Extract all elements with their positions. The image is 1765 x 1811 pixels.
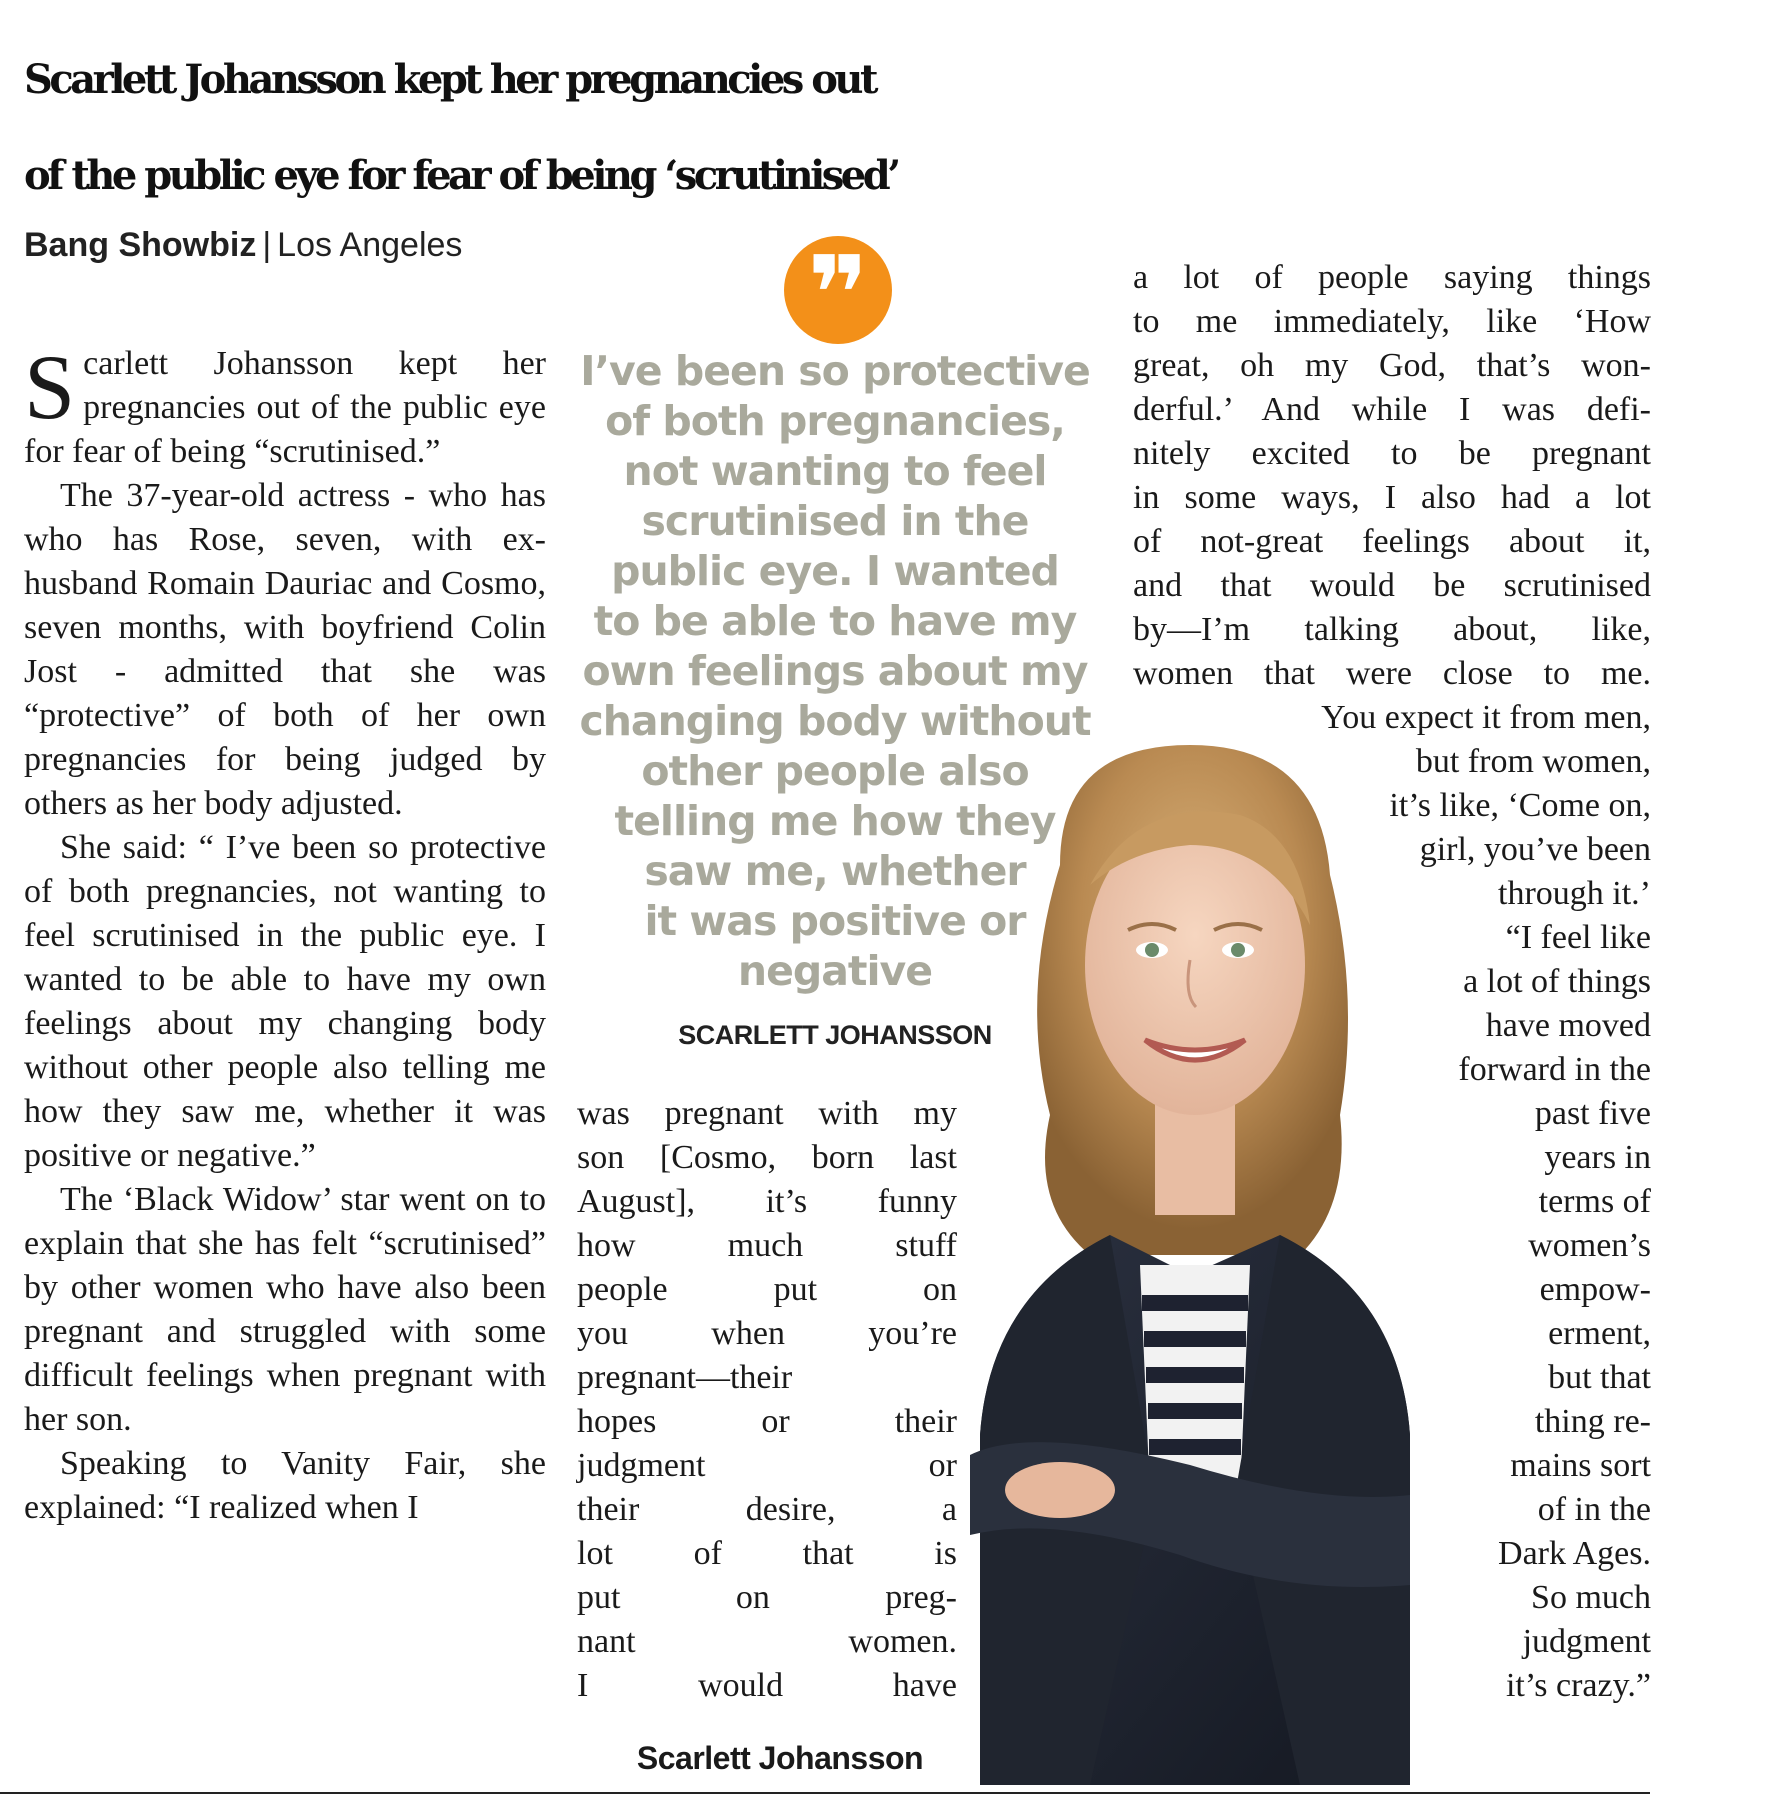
column-3-line: “I feel like (1505, 919, 1651, 956)
quote-glyph: ❞ (807, 233, 869, 355)
pull-quote-attribution: SCARLETT JOHANSSON (678, 1020, 992, 1050)
pull-quote-line: other people also (641, 747, 1029, 795)
column-2-line: their desire, a (577, 1491, 957, 1528)
byline-location: Los Angeles (277, 226, 463, 264)
column-3-line: have moved (1485, 1007, 1651, 1044)
pull-quote-line: scrutinised in the (641, 497, 1029, 545)
pull-quote-line: public eye. I wanted (611, 547, 1059, 595)
column-2-line: how much stuff (577, 1227, 957, 1264)
column-3-line: of in the (1537, 1491, 1651, 1528)
column-3-line: empow- (1539, 1271, 1651, 1308)
column-2-line: son [Cosmo, born last (577, 1139, 957, 1176)
bottom-rule (0, 1792, 1650, 1794)
column-3-line: great, oh my God, that’s won- (1133, 347, 1651, 384)
column-3-line: a lot of people saying things (1133, 259, 1651, 296)
paragraph-4: The ‘Black Widow’ star went on to explain that she has felt “scrutinised” by other women who have also been pregnant and struggled with some difficult feelings when pregnant with her son. (24, 1181, 546, 1438)
column-2-line: pregnant—their (577, 1359, 793, 1396)
pull-quote-line: I’ve been so protective (580, 347, 1090, 395)
column-3-line: in some ways, I also had a lot (1133, 479, 1651, 516)
pull-quote-line: changing body without (579, 697, 1091, 745)
headline-line-1: Scarlett Johansson kept her pregnancies out (24, 56, 875, 103)
column-2-line: lot of that is (577, 1535, 957, 1572)
column-2-line: nant women. (577, 1623, 957, 1660)
paragraph-1 (24, 336, 546, 474)
column-2-line: August], it’s funny (577, 1183, 957, 1220)
column-3-line: You expect it from men, (1321, 699, 1651, 736)
column-2-line: hopes or their (577, 1403, 957, 1440)
pull-quote-line: telling me how they (614, 797, 1056, 845)
paragraph-3: She said: “ I’ve been so protective of both pregnancies, not wanting to feel scrutinised in the public eye. I wanted to be able to have my own feelings about my changing body without other people also telling me how they saw me, whether it was positive or negative.” (24, 829, 546, 1174)
column-2-line: put on preg- (577, 1579, 957, 1616)
pull-quote-line: own feelings about my (582, 647, 1088, 695)
pull-quote-line: of both pregnancies, (605, 397, 1065, 445)
article-column-2 (577, 1092, 957, 1708)
byline (24, 226, 462, 265)
pull-quote-line: not wanting to feel (623, 447, 1047, 495)
pull-quote-line: negative (737, 947, 933, 995)
column-3-line: by—I’m talking about, like, (1133, 611, 1651, 648)
column-3-line: it’s like, ‘Come on, (1389, 787, 1651, 824)
headline-line-2: of the public eye for fear of being ‘scrutinised’ (24, 152, 898, 199)
column-3-line: it’s crazy.” (1505, 1667, 1651, 1704)
column-3-line: of not-great feelings about it, (1133, 523, 1651, 560)
column-2-line: I would have (577, 1667, 957, 1704)
column-2-line: people put on (577, 1271, 957, 1308)
byline-source: Bang Showbiz (24, 226, 257, 264)
photo-caption: Scarlett Johansson (636, 1740, 924, 1776)
drop-cap: S (24, 336, 76, 438)
column-3-line: erment, (1548, 1315, 1651, 1352)
pull-quote-line: it was positive or (644, 897, 1026, 945)
headline (24, 32, 1744, 224)
column-3-line: thing re- (1534, 1403, 1651, 1440)
column-3-line: to me immediately, like ‘How (1133, 303, 1651, 340)
column-3-line: years in (1544, 1139, 1651, 1176)
column-3-line: derful.’ And while I was defi- (1133, 391, 1651, 428)
quote-marks-icon (784, 233, 892, 355)
column-2-line: you when you’re (577, 1315, 957, 1352)
pull-quote-line: saw me, whether (644, 847, 1026, 895)
column-3-line: terms of (1538, 1183, 1651, 1220)
column-3-line: nitely excited to be pregnant (1133, 435, 1651, 472)
column-3-line: but from women, (1415, 743, 1651, 780)
column-3-line: judgment (1522, 1623, 1651, 1660)
column-3-line: women’s (1528, 1227, 1651, 1264)
article-column-1 (24, 336, 546, 1530)
column-2-line: was pregnant with my (577, 1095, 957, 1132)
column-3-line: a lot of things (1463, 963, 1651, 1000)
column-3-line: mains sort (1510, 1447, 1651, 1484)
column-3-line: through it.’ (1498, 875, 1651, 912)
column-3-line: and that would be scrutinised (1133, 567, 1651, 604)
column-3-line: forward in the (1458, 1051, 1651, 1088)
paragraph-1-text: carlett Johansson kept her pregnancies out of the public eye for fear of being “scrutinised.” (24, 345, 546, 470)
byline-separator: | (262, 226, 272, 264)
column-3-line: but that (1548, 1359, 1651, 1396)
column-3-line: past five (1534, 1095, 1651, 1132)
column-3-line: women that were close to me. (1133, 655, 1651, 692)
column-3-line: Dark Ages. (1498, 1535, 1651, 1572)
paragraph-2: The 37-year-old actress - who has who has Rose, seven, with ex- husband Romain Dauriac and Cosmo, seven months, with boyfriend Colin Jost - admitted that she was “protective” of both of her own pregnancies for being judged by others as her body adjusted. (24, 477, 546, 822)
column-3-line: So much (1531, 1579, 1651, 1616)
pull-quote-line: to be able to have my (593, 597, 1077, 645)
article-column-3 (1133, 256, 1651, 1708)
column-2-line: judgment or (577, 1447, 957, 1484)
column-3-line: girl, you’ve been (1419, 831, 1651, 868)
paragraph-5: Speaking to Vanity Fair, she explained: “I realized when I (24, 1445, 546, 1526)
